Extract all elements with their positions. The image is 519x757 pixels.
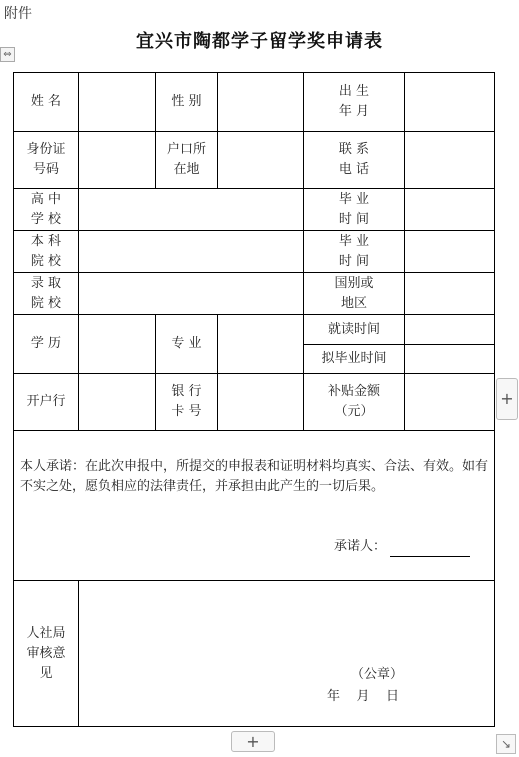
promise-cell[interactable] (14, 431, 495, 581)
resize-handle-icon[interactable]: ↘ (496, 734, 516, 754)
phone-value-cell[interactable] (405, 132, 495, 189)
study-time-label: 就读时间 (304, 315, 405, 345)
expected-grad-label: 拟毕业时间 (304, 345, 405, 374)
id-number-value-cell[interactable] (79, 132, 156, 189)
bank-value-cell[interactable] (79, 374, 156, 431)
hukou-label: 户口所 在地 (156, 132, 218, 189)
undergrad-grad-label: 毕 业 时 间 (304, 231, 405, 273)
review-label: 人社局 审核意 见 (14, 581, 79, 727)
admitted-school-value-cell[interactable] (79, 273, 304, 315)
page-title: 宜兴市陶都学子留学奖申请表 (136, 31, 383, 52)
expected-grad-value-cell[interactable] (405, 345, 495, 374)
undergrad-value-cell[interactable] (79, 231, 304, 273)
major-value-cell[interactable] (218, 315, 304, 374)
birth-date-value-cell[interactable] (405, 73, 495, 132)
name-label: 姓 名 (14, 73, 79, 132)
high-school-grad-value-cell[interactable] (405, 189, 495, 231)
undergrad-grad-value-cell[interactable] (405, 231, 495, 273)
subsidy-label: 补贴金额 （元） (304, 374, 405, 431)
promise-text: 本人承诺：在此次申报中，所提交的申报表和证明材料均真实、合法、有效。如有不实之处，愿负相应的法律责任，并承担由此产生的一切后果。 (20, 459, 489, 494)
add-row-button[interactable]: + (231, 731, 275, 752)
review-value-cell[interactable] (79, 581, 495, 727)
high-school-grad-label: 毕 业 时 间 (304, 189, 405, 231)
attachment-label: 附件 (4, 6, 32, 22)
gender-value-cell[interactable] (218, 73, 304, 132)
name-value-cell[interactable] (79, 73, 156, 132)
review-date-label: 年 月 日 (327, 689, 400, 704)
add-column-button[interactable]: + (496, 378, 518, 420)
birth-date-label: 出 生 年 月 (304, 73, 405, 132)
id-number-label: 身份证 号码 (14, 132, 79, 189)
country-value-cell[interactable] (405, 273, 495, 315)
high-school-value-cell[interactable] (79, 189, 304, 231)
signature-line[interactable] (390, 542, 470, 557)
high-school-label: 高 中 学 校 (14, 189, 79, 231)
card-number-value-cell[interactable] (218, 374, 304, 431)
study-time-value-cell[interactable] (405, 315, 495, 345)
subsidy-value-cell[interactable] (405, 374, 495, 431)
admitted-school-label: 录 取 院 校 (14, 273, 79, 315)
degree-label: 学 历 (14, 315, 79, 374)
phone-label: 联 系 电 话 (304, 132, 405, 189)
major-label: 专 业 (156, 315, 218, 374)
degree-value-cell[interactable] (79, 315, 156, 374)
gender-label: 性 别 (156, 73, 218, 132)
table-move-handle-icon[interactable]: ⇔ (0, 47, 15, 62)
promiser-signature (334, 537, 470, 557)
application-form-table (13, 72, 495, 727)
card-number-label: 银 行 卡 号 (156, 374, 218, 431)
seal-label: （公章） (351, 667, 404, 682)
bank-label: 开户行 (14, 374, 79, 431)
hukou-value-cell[interactable] (218, 132, 304, 189)
country-label: 国别或 地区 (304, 273, 405, 315)
promiser-label: 承诺人： (333, 539, 386, 554)
undergrad-label: 本 科 院 校 (14, 231, 79, 273)
